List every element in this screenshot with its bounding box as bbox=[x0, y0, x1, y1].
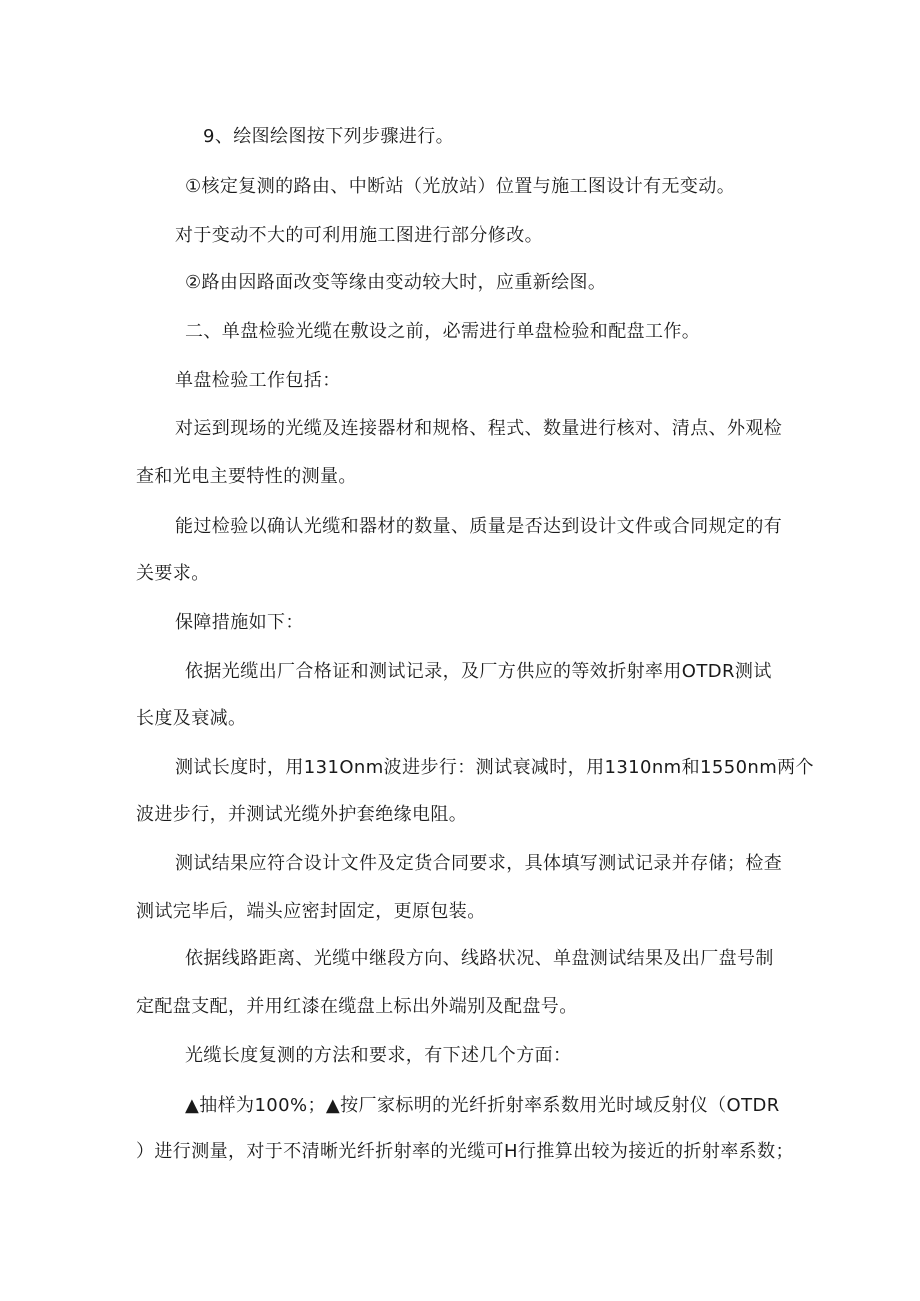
text-line-18: 依据线路距离、光缆中继段方向、线路状况、单盘测试结果及出厂盘号制 bbox=[185, 948, 774, 969]
text-line-11: 保障措施如下： bbox=[175, 612, 304, 633]
text-line-12: 依据光缆出厂合格证和测试记录，及厂方供应的等效折射率用OTDR测试 bbox=[185, 661, 772, 682]
text-line-9: 能过检验以确认光缆和器材的数量、质量是否达到设计文件或合同规定的有 bbox=[175, 516, 783, 537]
text-line-19: 定配盘支配，并用红漆在缆盘上标出外端别及配盘号。 bbox=[136, 996, 578, 1017]
text-line-14: 测试长度时，用131Onm波进步行：测试衰减时，用1310nm和1550nm两个 bbox=[175, 757, 814, 778]
text-line-6: 单盘检验工作包括： bbox=[175, 370, 341, 391]
text-line-20: 光缆长度复测的方法和要求，有下述几个方面： bbox=[185, 1045, 572, 1066]
text-line-15: 波进步行，并测试光缆外护套绝缘电阻。 bbox=[136, 804, 468, 825]
text-line-4: ②路由因路面改变等缘由变动较大时，应重新绘图。 bbox=[185, 272, 607, 293]
text-line-2: ①核定复测的路由、中断站（光放站）位置与施工图设计有无变动。 bbox=[185, 176, 736, 197]
text-line-13: 长度及衰减。 bbox=[136, 708, 247, 729]
text-line-10: 关要求。 bbox=[136, 563, 210, 584]
text-line-21: ▲抽样为100%；▲按厂家标明的光纤折射率系数用光时域反射仪（OTDR bbox=[185, 1095, 780, 1116]
text-line-22: ）进行测量，对于不清晰光纤折射率的光缆可H行推算出较为接近的折射率系数； bbox=[136, 1141, 794, 1162]
text-line-3: 对于变动不大的可利用施工图进行部分修改。 bbox=[175, 225, 543, 246]
text-line-16: 测试结果应符合设计文件及定货合同要求，具体填写测试记录并存储；检查 bbox=[175, 853, 783, 874]
text-line-17: 测试完毕后，端头应密封固定，更原包装。 bbox=[136, 901, 486, 922]
text-line-7: 对运到现场的光缆及连接器材和规格、程式、数量进行核对、清点、外观检 bbox=[175, 418, 783, 439]
text-line-1: 9、绘图绘图按下列步骤进行。 bbox=[203, 126, 455, 147]
text-line-5: 二、单盘检验光缆在敷设之前，必需进行单盘检验和配盘工作。 bbox=[185, 321, 701, 342]
text-line-8: 查和光电主要特性的测量。 bbox=[136, 466, 357, 487]
